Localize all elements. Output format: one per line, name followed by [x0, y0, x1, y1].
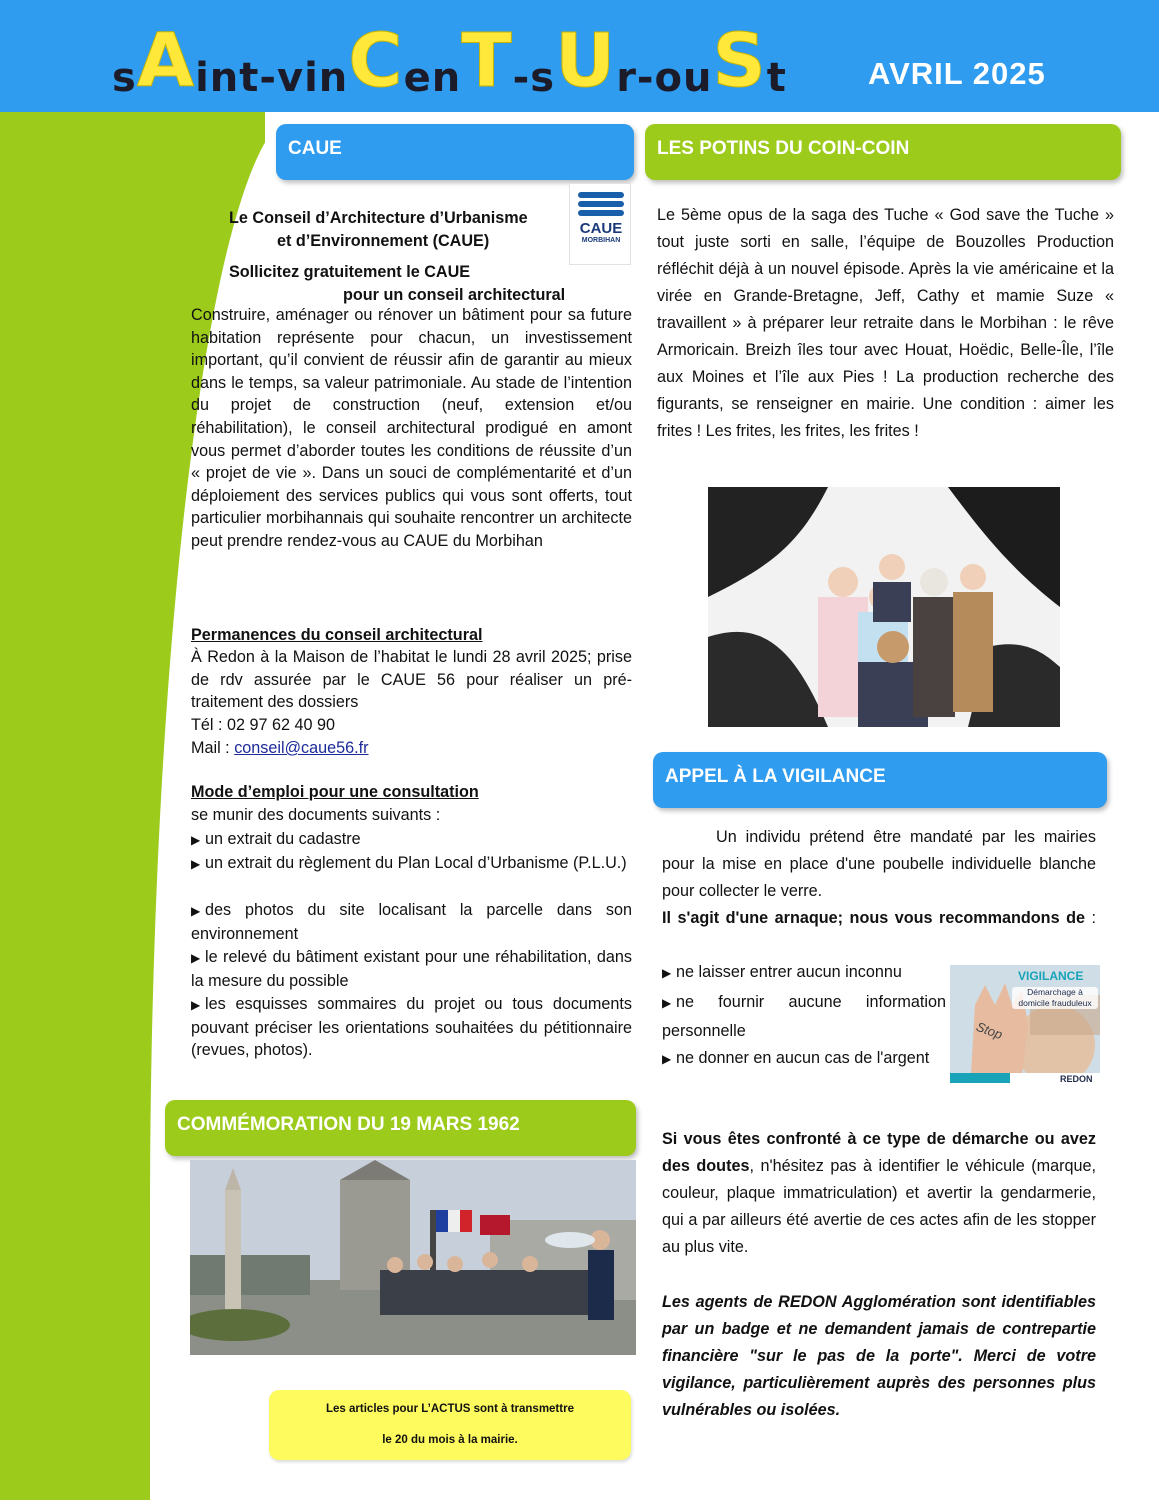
vigilance-poster-image-icon: [950, 965, 1100, 1091]
bullet-triangle-icon: ▶: [662, 1052, 672, 1066]
caue-phone: Tél : 02 97 62 40 90: [191, 716, 335, 734]
list-item: [191, 899, 632, 945]
vigilance-advice-text: , n'hésitez pas à identifier le véhicule (marque, couleur, plaque immatriculation) et avertir la gendarmerie, qui a par ailleurs été avertie de ces actes afin de les stopper au plus vite.: [662, 1157, 1096, 1256]
submission-notice: [269, 1390, 631, 1460]
caue-body: Construire, aménager ou rénover un bâtiment pour sa future habitation représente pour chacun, un investissement important, qu’il convient de réussir afin de garantir au mieux dans le temps, sa valeur patrimoniale. Au stade de l’intention du projet de construction (neuf, extension et/ou réhabilitation), le conseil architectural prodigué en amont vous permet d’aborder toutes les conditions de réussite d’un « projet de vie ». Dans un souci de complémentarité et d’un déploiement des services publics qui vous sont offerts, tout particulier morbihannais qui souhaite rencontrer un architecte peut prendre rendez-vous au CAUE du Morbihan: [191, 306, 632, 550]
caue-mail-link[interactable]: conseil@caue56.fr: [234, 739, 369, 757]
caue-intro-line1: Le Conseil d’Architecture d’Urbanisme: [229, 209, 528, 227]
title-part: -s: [512, 55, 556, 101]
caue-mail-line: [191, 737, 369, 760]
notice-line1: Les articles pour L’ACTUS sont à transmettre: [326, 1403, 574, 1415]
caue-subtitle-line2: pour un conseil architectural: [343, 286, 566, 304]
list-item: [191, 828, 632, 852]
caue-logo: [569, 183, 631, 265]
vigilance-warning: [662, 905, 1096, 932]
poster-stop: Stop: [974, 1018, 1005, 1043]
bullet-triangle-icon: ▶: [662, 996, 672, 1010]
title-part: int-vin: [195, 55, 349, 101]
vigilance-closing: Les agents de REDON Agglomération sont identifiables par un badge et ne demandent jamais de contrepartie financière "sur le pas de la porte". Merci de votre vigilance, particulièrement auprès des personnes plus vulnérables ou isolées.: [662, 1293, 1096, 1419]
title-part: U: [555, 18, 617, 104]
list-item: [662, 1044, 946, 1073]
commemoration-scene-icon: [190, 1160, 636, 1355]
logo-wave: [578, 210, 624, 216]
issue-date: AVRIL 2025: [868, 56, 1046, 91]
vigilance-advice: [662, 1126, 1096, 1261]
list-item: [191, 946, 632, 992]
title-part: t: [766, 55, 787, 101]
logo-text: CAUE: [579, 220, 623, 237]
title-part: r-ou: [616, 55, 713, 101]
permanences-title: Permanences du conseil architectural: [191, 626, 483, 644]
list-item-text: le relevé du bâtiment existant pour une réhabilitation, dans la mesure du possible: [191, 948, 632, 990]
poster-brand: REDON: [1060, 1074, 1093, 1084]
bullet-triangle-icon: ▶: [191, 857, 201, 871]
caue-subtitle-line1: Sollicitez gratuitement le CAUE: [229, 263, 471, 281]
vigilance-warning-bold: Il s'agit d'une arnaque; nous vous recommandons de: [662, 909, 1085, 927]
list-item-text: les esquisses sommaires du projet ou tous documents pouvant préciser les orientations souhaitées du pétitionnaire (revues, photos).: [191, 995, 632, 1060]
commemoration-photo: [190, 1160, 636, 1355]
list-item: [191, 852, 632, 876]
bullet-triangle-icon: ▶: [191, 833, 201, 847]
tuche-family-image-icon: [708, 487, 1060, 727]
title-part: A: [136, 18, 196, 104]
potins-body: Le 5ème opus de la saga des Tuche « God save the Tuche » tout juste sorti en salle, l’équipe de Bouzolles Production réfléchit déjà à un nouvel épisode. Après la vie américaine et la virée en Grande-Bretagne, Jeff, Cathy et mamie Suze « travaillent » à préparer leur retraite dans le Morbihan : le rêve Armoricain. Breizh îles tour avec Houat, Hoëdic, Belle-Île, l’île aux Moines et l’île aux Pies ! La production recherche des figurants, se renseigner en mairie. Une condition : aimer les frites ! Les frites, les frites, les frites !: [657, 206, 1114, 440]
caue-intro-line2: et d’Environnement (CAUE): [277, 232, 490, 250]
title-part: S: [712, 18, 767, 104]
vigilance-warning-tail: :: [1084, 909, 1096, 927]
bullet-triangle-icon: ▶: [662, 966, 672, 980]
masthead-title: [112, 18, 787, 104]
list-item: [191, 993, 632, 1062]
list-item-text: ne donner en aucun cas de l'argent: [676, 1049, 930, 1067]
list-item-text: un extrait du cadastre: [205, 830, 361, 848]
vigilance-intro: Un individu prétend être mandaté par les mairies pour la mise en place d'une poubelle individuelle blanche pour collecter le verre.: [662, 828, 1096, 900]
list-item-text: des photos du site localisant la parcelle dans son environnement: [191, 901, 632, 943]
logo-wave: [578, 201, 624, 207]
logo-subtext: MORBIHAN: [581, 237, 621, 244]
poster-title: VIGILANCE: [1018, 969, 1084, 983]
caue-mail-label: Mail :: [191, 739, 235, 757]
potins-section-header: LES POTINS DU COIN-COIN: [645, 124, 1121, 180]
permanences-body: À Redon à la Maison de l’habitat le lundi 28 avril 2025; prise de rdv assurée par le CAUE 56 pour réaliser un pré-traitement des dossiers: [191, 648, 632, 712]
vigilance-advice-bold: Si vous êtes confronté à ce type de démarche ou avez des doutes: [662, 1130, 1096, 1175]
commemoration-section-header: COMMÉMORATION DU 19 MARS 1962: [165, 1100, 636, 1156]
bullet-triangle-icon: ▶: [191, 904, 201, 918]
title-part: en: [403, 55, 462, 101]
mode-emploi-title: Mode d’emploi pour une consultation: [191, 783, 479, 801]
list-item: [662, 959, 946, 987]
bullet-triangle-icon: ▶: [191, 951, 201, 965]
bullet-triangle-icon: ▶: [191, 998, 201, 1012]
logo-wave: [578, 192, 624, 198]
caue-section-header: CAUE: [276, 124, 634, 180]
poster-subtitle: Démarchage à domicile frauduleux: [1012, 987, 1098, 1009]
notice-line2: le 20 du mois à la mairie.: [382, 1434, 518, 1446]
list-item-text: un extrait du règlement du Plan Local d’Urbanisme (P.L.U.): [205, 854, 627, 872]
tuche-family-photo: [708, 487, 1060, 727]
list-item-text: ne fournir aucune information personnelle: [662, 993, 946, 1040]
mode-emploi-intro: se munir des documents suivants :: [191, 806, 441, 824]
vigilance-section-header: APPEL À LA VIGILANCE: [653, 752, 1107, 808]
title-part: s: [112, 55, 137, 101]
list-item: [662, 988, 946, 1045]
list-item-text: ne laisser entrer aucun inconnu: [676, 963, 902, 981]
vigilance-poster: [950, 965, 1100, 1091]
title-part: T: [461, 18, 513, 104]
title-part: C: [348, 18, 404, 104]
